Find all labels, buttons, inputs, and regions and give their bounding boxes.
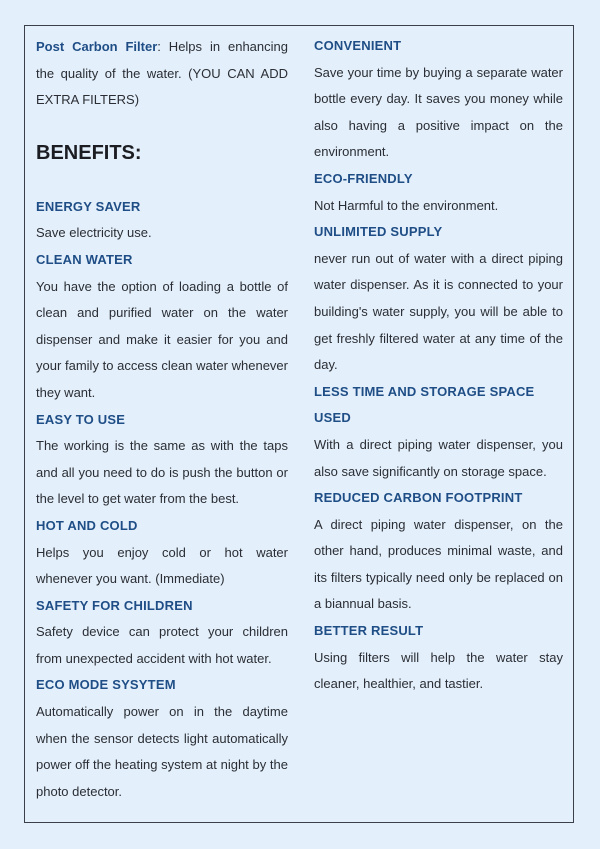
section-text: Helps you enjoy cold or hot water whenever you want. (Immediate) [36,544,288,587]
intro-paragraph [36,34,288,114]
section-text: Using filters will help the water stay cleaner, healthier, and tastier. [314,649,563,692]
section-heading: REDUCED CARBON FOOTPRINT [314,490,523,506]
section-heading: ENERGY SAVER [36,198,141,214]
section-reduced-carbon-footprint [314,485,563,618]
section-convenient [314,33,563,166]
section-heading: CONVENIENT [314,38,402,53]
section-heading: LESS TIME AND STORAGE SPACE USED [314,383,535,426]
section-text: Safety device can protect your children from unexpected accident with hot water. [36,624,288,666]
section-energy-saver [36,194,288,247]
section-text: A direct piping water dispenser, on the other hand, produces minimal waste, and its filters typically need only be replaced on a biannual basis. [314,516,563,612]
section-text: Not Harmful to the environment. [314,197,499,213]
section-heading: EASY TO USE [36,411,126,427]
left-column [36,34,288,805]
section-less-time-storage [314,379,563,485]
section-better-result [314,618,563,698]
section-unlimited-supply [314,219,563,379]
section-heading: SAFETY FOR CHILDREN [36,597,193,613]
section-heading: BETTER RESULT [314,623,424,639]
section-easy-to-use [36,407,288,513]
section-heading: ECO-FRIENDLY [314,170,413,186]
section-text: Save electricity use. [36,225,152,241]
section-text: never run out of water with a direct piping water dispenser. As it is connected to your building's water supply, you will be able to get freshly filtered water at any time of the day. [314,250,563,373]
section-heading: HOT AND COLD [36,517,138,533]
section-clean-water [36,247,288,407]
section-heading: CLEAN WATER [36,251,133,267]
benefits-title: BENEFITS: [36,141,142,164]
section-text: With a direct piping water dispenser, you also save significantly on storage space. [314,436,563,479]
section-text: You have the option of loading a bottle of clean and purified water on the water dispenser and make it easier for you and your family to access clean water whenever they want. [36,278,288,400]
section-heading: ECO MODE SYSYTEM [36,677,176,693]
section-text: Automatically power on in the daytime when the sensor detects light automatically power off the heating system at night by the photo detector. [36,704,288,799]
intro-label: Post Carbon Filter [36,39,158,54]
right-column [314,33,563,698]
section-text: Save your time by buying a separate water bottle every day. It saves you money while also having a positive impact on the environment. [314,64,563,160]
section-safety-for-children [36,593,288,673]
section-eco-friendly [314,166,563,219]
section-hot-and-cold [36,513,288,593]
intro-text: : Helps in enhancing the quality of the water. (YOU CAN ADD EXTRA FILTERS) [36,39,288,108]
section-eco-mode-system [36,672,288,805]
section-heading: UNLIMITED SUPPLY [314,224,443,240]
section-text: The working is the same as with the taps and all you need to do is push the button or the level to get water from the best. [36,438,288,507]
